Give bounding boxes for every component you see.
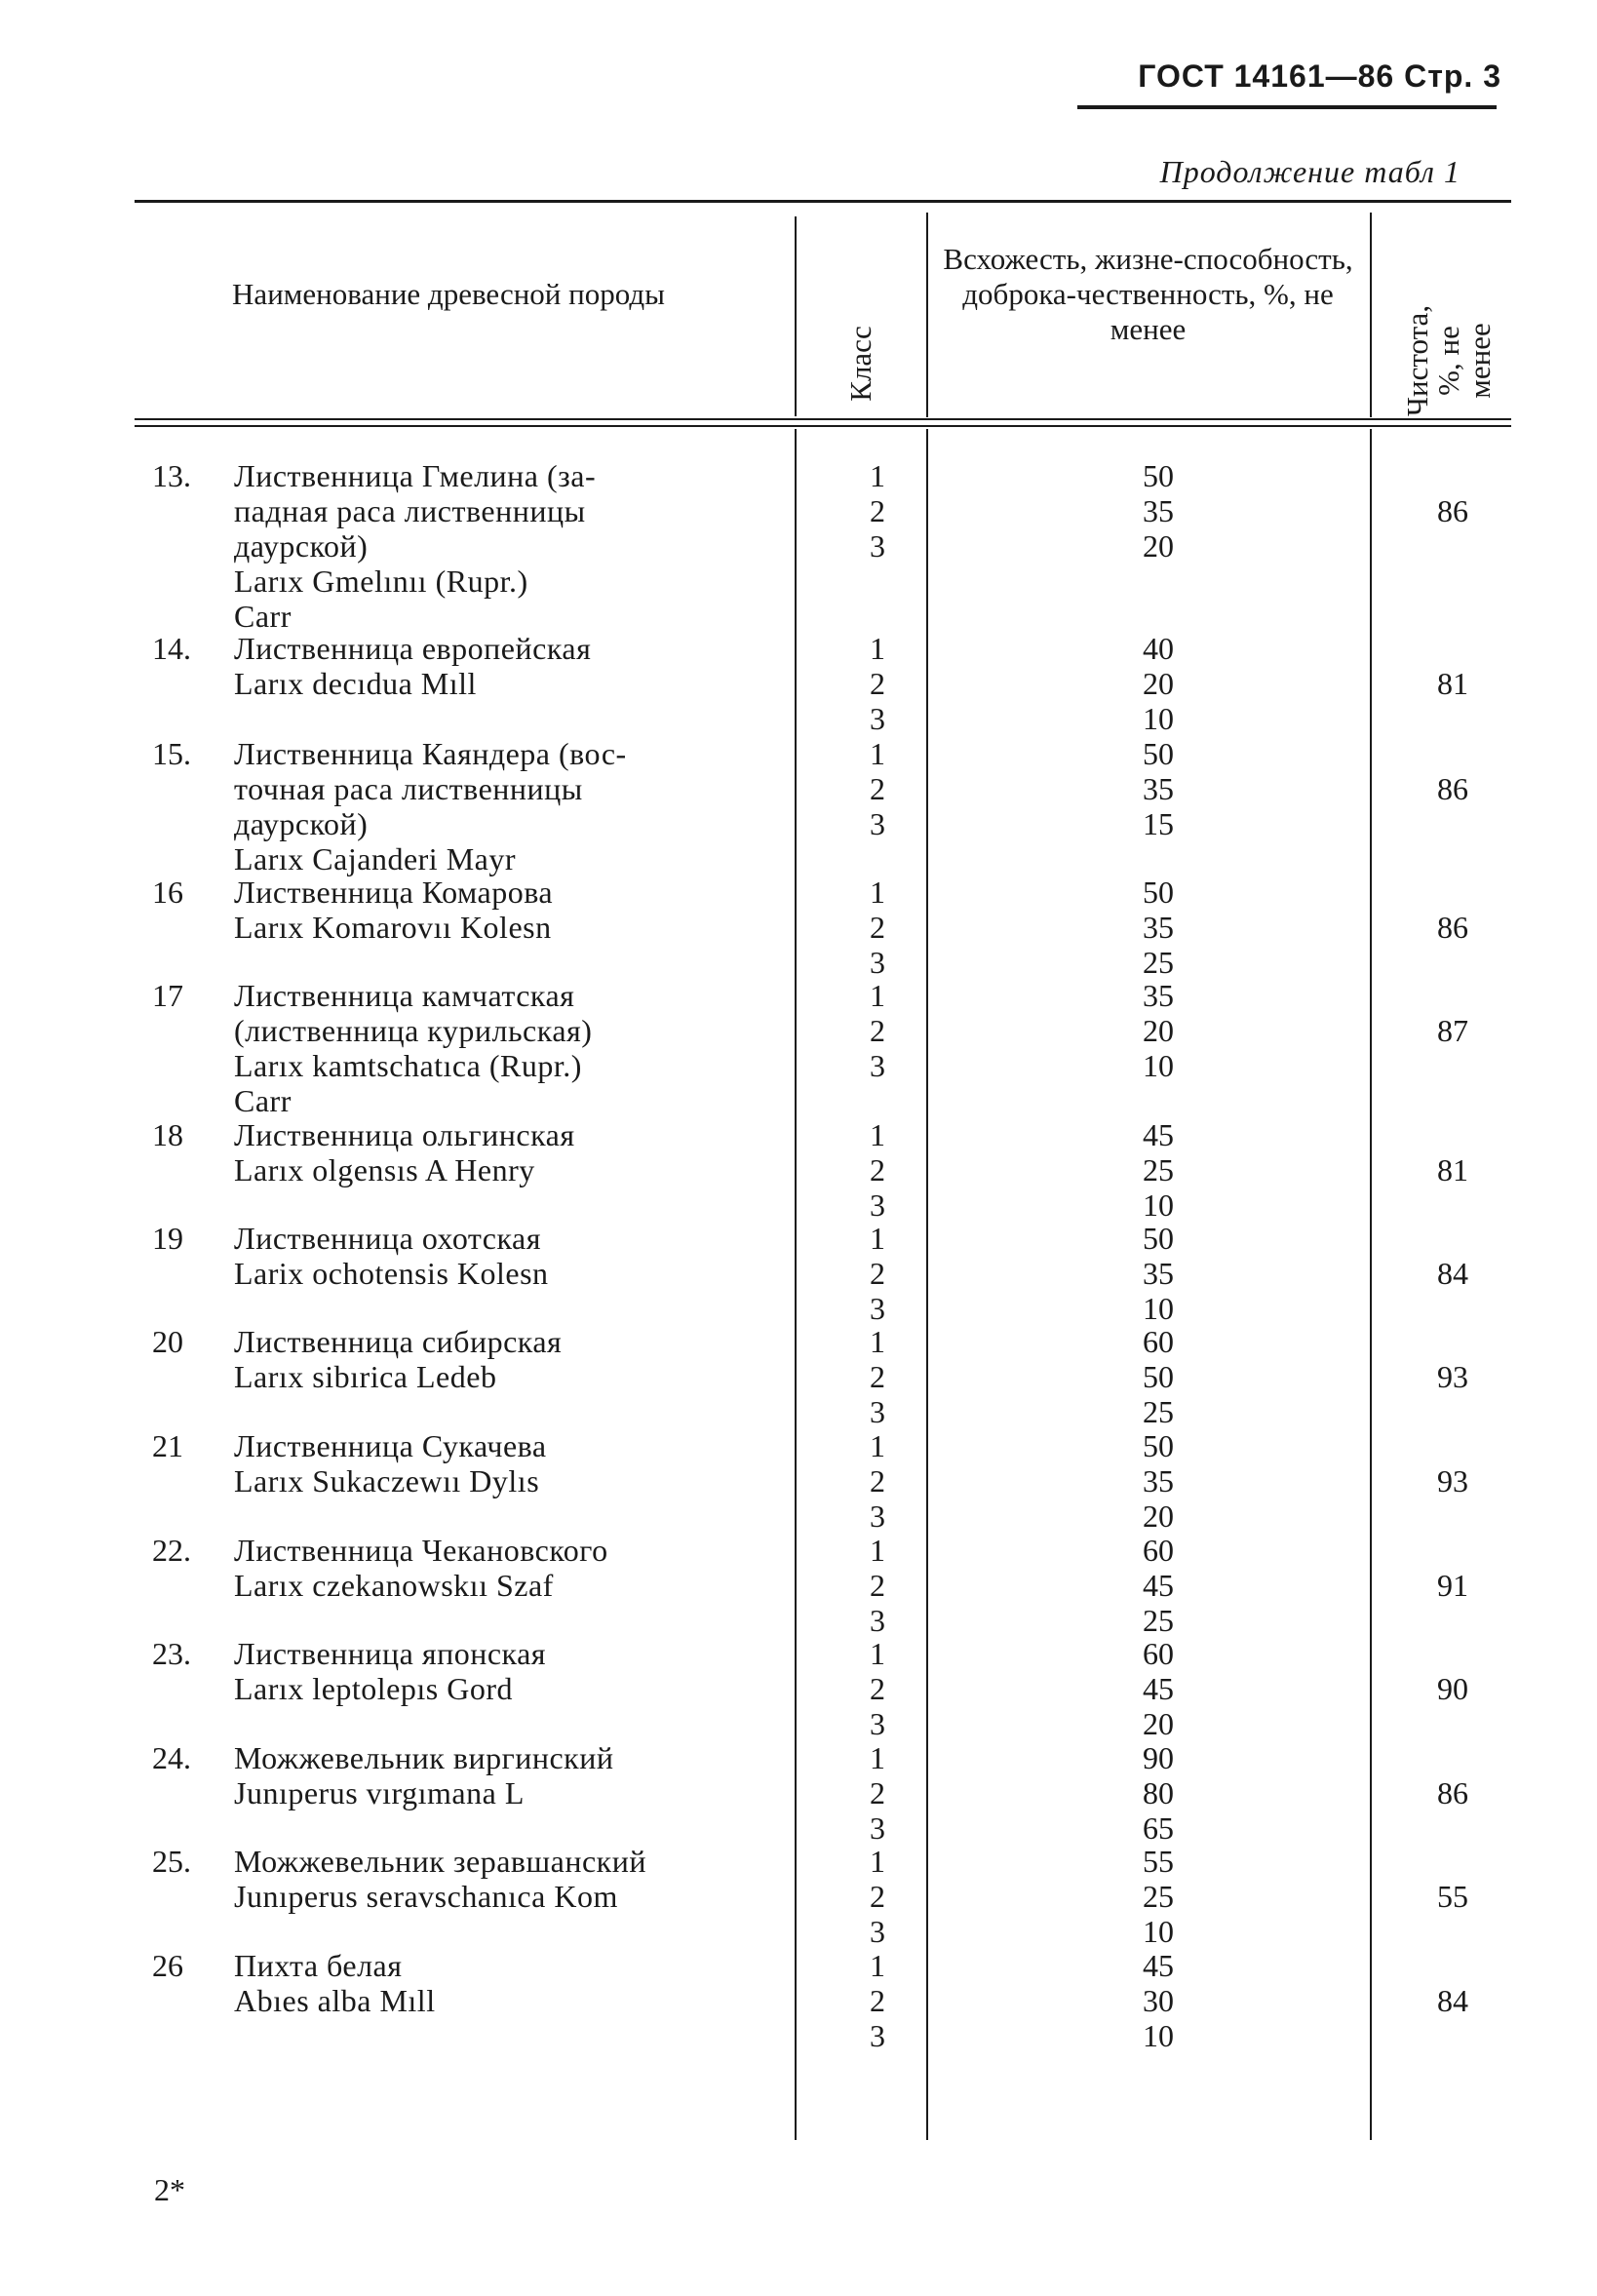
class-value: 3 bbox=[870, 945, 885, 980]
species-name-line: Лиственница сибирская bbox=[234, 1324, 563, 1359]
species-name-line: Можжевельник виргинский bbox=[234, 1740, 614, 1775]
germination-value: 35 bbox=[1143, 771, 1174, 806]
class-values bbox=[848, 458, 907, 564]
column-header-name: Наименование древесной породы bbox=[232, 277, 665, 311]
species-name-line: падная раса лиственницы bbox=[234, 493, 586, 528]
species-name-line: даурской) bbox=[234, 806, 369, 841]
species-name-line: точная раса лиственницы bbox=[234, 771, 583, 806]
species-name-line: Carr bbox=[234, 1083, 292, 1118]
species-name-line: Лиственница охотская bbox=[234, 1221, 541, 1256]
class-value: 1 bbox=[870, 1428, 885, 1463]
germination-values bbox=[1100, 1844, 1217, 1949]
column-header-class: Класс bbox=[843, 326, 877, 402]
class-values bbox=[848, 1740, 907, 1846]
species-name-line: Лиственница Каяндера (вос- bbox=[234, 736, 627, 771]
species-name-line: Larıx sibırica Ledeb bbox=[234, 1359, 497, 1394]
germination-value: 50 bbox=[1143, 1428, 1174, 1463]
germination-value: 50 bbox=[1143, 1221, 1174, 1256]
row-number: 13. bbox=[152, 458, 191, 493]
class-value: 2 bbox=[870, 1671, 885, 1706]
purity-value: 93 bbox=[1437, 1359, 1468, 1394]
species-name-line: Larıx Sukaczewıı Dylıs bbox=[234, 1463, 540, 1498]
germination-value: 10 bbox=[1143, 1914, 1174, 1949]
germination-values bbox=[1100, 1533, 1217, 1638]
class-value: 1 bbox=[870, 1636, 885, 1671]
row-number: 24. bbox=[152, 1740, 191, 1775]
class-value: 2 bbox=[870, 1463, 885, 1498]
germination-value: 60 bbox=[1143, 1533, 1174, 1568]
species-name-line: Larıx kamtschatıca (Rupr.) bbox=[234, 1048, 582, 1083]
germination-values bbox=[1100, 1324, 1217, 1429]
germination-value: 25 bbox=[1143, 1152, 1174, 1187]
germination-value: 50 bbox=[1143, 1359, 1174, 1394]
row-number: 19 bbox=[152, 1221, 183, 1256]
germination-value: 60 bbox=[1143, 1636, 1174, 1671]
class-value: 1 bbox=[870, 1324, 885, 1359]
species-name bbox=[234, 1740, 741, 1810]
purity-value: 91 bbox=[1437, 1568, 1468, 1603]
purity-value: 81 bbox=[1437, 666, 1468, 701]
species-name bbox=[234, 736, 741, 876]
species-name bbox=[234, 1221, 741, 1291]
species-name bbox=[234, 1948, 741, 2018]
purity-value: 86 bbox=[1437, 910, 1468, 945]
class-value: 1 bbox=[870, 1533, 885, 1568]
class-value: 3 bbox=[870, 1706, 885, 1741]
purity-value: 86 bbox=[1437, 771, 1468, 806]
row-number: 16 bbox=[152, 875, 183, 910]
germination-value: 45 bbox=[1143, 1117, 1174, 1152]
table-continuation-label: Продолжение табл 1 bbox=[1159, 154, 1461, 189]
row-number: 14. bbox=[152, 631, 191, 666]
purity-value: 86 bbox=[1437, 493, 1468, 528]
class-values bbox=[848, 736, 907, 841]
species-name-line: Пихта белая bbox=[234, 1948, 403, 1983]
germination-values bbox=[1100, 631, 1217, 736]
germination-value: 25 bbox=[1143, 945, 1174, 980]
purity-value: 93 bbox=[1437, 1463, 1468, 1498]
germination-value: 35 bbox=[1143, 978, 1174, 1013]
germination-value: 10 bbox=[1143, 1048, 1174, 1083]
species-name bbox=[234, 978, 741, 1118]
class-values bbox=[848, 875, 907, 980]
class-value: 2 bbox=[870, 1152, 885, 1187]
germination-values bbox=[1100, 875, 1217, 980]
germination-value: 25 bbox=[1143, 1603, 1174, 1638]
class-value: 3 bbox=[870, 1048, 885, 1083]
germination-value: 10 bbox=[1143, 1291, 1174, 1326]
class-value: 3 bbox=[870, 2018, 885, 2053]
class-values bbox=[848, 1533, 907, 1638]
species-name bbox=[234, 458, 741, 634]
species-name bbox=[234, 1844, 741, 1914]
species-name-line: Larıx decıdua Mıll bbox=[234, 666, 477, 701]
germination-value: 50 bbox=[1143, 458, 1174, 493]
signature-mark: 2* bbox=[154, 2172, 185, 2207]
species-name-line: Larıx Cajanderi Mayr bbox=[234, 841, 516, 876]
germination-value: 45 bbox=[1143, 1948, 1174, 1983]
germination-value: 25 bbox=[1143, 1394, 1174, 1429]
species-name-line: Лиственница Гмелина (за- bbox=[234, 458, 597, 493]
germination-value: 30 bbox=[1143, 1983, 1174, 2018]
class-value: 2 bbox=[870, 1568, 885, 1603]
germination-value: 50 bbox=[1143, 875, 1174, 910]
germination-values bbox=[1100, 978, 1217, 1083]
class-value: 1 bbox=[870, 458, 885, 493]
germination-value: 55 bbox=[1143, 1844, 1174, 1879]
class-value: 1 bbox=[870, 1844, 885, 1879]
germination-value: 20 bbox=[1143, 1498, 1174, 1534]
class-value: 2 bbox=[870, 910, 885, 945]
purity-value: 90 bbox=[1437, 1671, 1468, 1706]
species-name-line: даурской) bbox=[234, 528, 369, 564]
species-name bbox=[234, 1428, 741, 1498]
species-name-line: Лиственница ольгинская bbox=[234, 1117, 575, 1152]
class-values bbox=[848, 978, 907, 1083]
class-value: 3 bbox=[870, 528, 885, 564]
class-values bbox=[848, 631, 907, 736]
row-number: 18 bbox=[152, 1117, 183, 1152]
class-value: 1 bbox=[870, 1740, 885, 1775]
species-name bbox=[234, 875, 741, 945]
germination-value: 10 bbox=[1143, 1187, 1174, 1223]
class-value: 3 bbox=[870, 1291, 885, 1326]
row-number: 22. bbox=[152, 1533, 191, 1568]
germination-value: 35 bbox=[1143, 1256, 1174, 1291]
species-name-line: Abıes alba Mıll bbox=[234, 1983, 436, 2018]
germination-values bbox=[1100, 1948, 1217, 2053]
species-name-line: Лиственница Комарова bbox=[234, 875, 554, 910]
class-values bbox=[848, 1221, 907, 1326]
purity-value: 81 bbox=[1437, 1152, 1468, 1187]
class-value: 1 bbox=[870, 1948, 885, 1983]
class-values bbox=[848, 1844, 907, 1949]
column-header-purity: Чистота, %, не менее bbox=[1400, 304, 1497, 417]
species-name-line: Лиственница Сукачева bbox=[234, 1428, 547, 1463]
germination-value: 20 bbox=[1143, 666, 1174, 701]
species-name-line: Carr bbox=[234, 599, 292, 634]
species-name-line: Можжевельник зеравшанский bbox=[234, 1844, 646, 1879]
class-value: 1 bbox=[870, 736, 885, 771]
class-value: 3 bbox=[870, 701, 885, 736]
class-value: 1 bbox=[870, 875, 885, 910]
germination-value: 80 bbox=[1143, 1775, 1174, 1810]
class-value: 3 bbox=[870, 1187, 885, 1223]
class-value: 3 bbox=[870, 1394, 885, 1429]
class-value: 1 bbox=[870, 1221, 885, 1256]
class-values bbox=[848, 1428, 907, 1534]
germination-value: 60 bbox=[1143, 1324, 1174, 1359]
species-name-line: Лиственница японская bbox=[234, 1636, 546, 1671]
germination-value: 45 bbox=[1143, 1568, 1174, 1603]
germination-values bbox=[1100, 458, 1217, 564]
germination-value: 20 bbox=[1143, 528, 1174, 564]
species-name-line: Лиственница камчатская bbox=[234, 978, 575, 1013]
germination-value: 20 bbox=[1143, 1013, 1174, 1048]
germination-value: 25 bbox=[1143, 1879, 1174, 1914]
purity-value: 55 bbox=[1437, 1879, 1468, 1914]
species-name-line: Larıx leptolepıs Gord bbox=[234, 1671, 513, 1706]
germination-value: 35 bbox=[1143, 493, 1174, 528]
species-name-line: (лиственница курильская) bbox=[234, 1013, 593, 1048]
germination-values bbox=[1100, 1117, 1217, 1223]
species-name-line: Junıperus vırgımana L bbox=[234, 1775, 525, 1810]
germination-value: 90 bbox=[1143, 1740, 1174, 1775]
germination-value: 20 bbox=[1143, 1706, 1174, 1741]
species-name-line: Junıperus seravschanıca Kom bbox=[234, 1879, 618, 1914]
germination-value: 45 bbox=[1143, 1671, 1174, 1706]
row-number: 17 bbox=[152, 978, 183, 1013]
row-number: 15. bbox=[152, 736, 191, 771]
class-values bbox=[848, 1117, 907, 1223]
class-value: 2 bbox=[870, 1879, 885, 1914]
column-header-germination: Всхожесть, жизне-способность, доброка-чественность, %, не менее bbox=[943, 242, 1353, 346]
class-value: 2 bbox=[870, 666, 885, 701]
class-value: 1 bbox=[870, 978, 885, 1013]
class-value: 2 bbox=[870, 1983, 885, 2018]
class-value: 2 bbox=[870, 1256, 885, 1291]
class-value: 1 bbox=[870, 631, 885, 666]
germination-value: 35 bbox=[1143, 910, 1174, 945]
class-value: 3 bbox=[870, 806, 885, 841]
class-value: 2 bbox=[870, 1775, 885, 1810]
class-value: 3 bbox=[870, 1914, 885, 1949]
germination-values bbox=[1100, 1428, 1217, 1534]
species-name bbox=[234, 1324, 741, 1394]
purity-value: 84 bbox=[1437, 1983, 1468, 2018]
class-value: 3 bbox=[870, 1603, 885, 1638]
germination-value: 10 bbox=[1143, 701, 1174, 736]
class-values bbox=[848, 1948, 907, 2053]
row-number: 21 bbox=[152, 1428, 183, 1463]
germination-value: 15 bbox=[1143, 806, 1174, 841]
germination-value: 10 bbox=[1143, 2018, 1174, 2053]
germination-value: 40 bbox=[1143, 631, 1174, 666]
class-value: 2 bbox=[870, 1013, 885, 1048]
species-name-line: Larıx czekanowskıı Szaf bbox=[234, 1568, 554, 1603]
purity-value: 87 bbox=[1437, 1013, 1468, 1048]
species-name-line: Larıx Gmelınıı (Rupr.) bbox=[234, 564, 528, 599]
species-name-line: Лиственница Чекановского bbox=[234, 1533, 608, 1568]
class-value: 1 bbox=[870, 1117, 885, 1152]
row-number: 20 bbox=[152, 1324, 183, 1359]
standard-page-label: ГОСТ 14161—86 Стр. 3 bbox=[1138, 58, 1501, 94]
species-name bbox=[234, 1117, 741, 1187]
class-value: 2 bbox=[870, 1359, 885, 1394]
species-name-line: Larıx olgensıs A Henry bbox=[234, 1152, 535, 1187]
class-value: 2 bbox=[870, 771, 885, 806]
germination-values bbox=[1100, 1740, 1217, 1846]
class-values bbox=[848, 1636, 907, 1741]
germination-values bbox=[1100, 1221, 1217, 1326]
germination-values bbox=[1100, 736, 1217, 841]
purity-value: 84 bbox=[1437, 1256, 1468, 1291]
species-name bbox=[234, 1533, 741, 1603]
species-name-line: Larix ochotensis Kolesn bbox=[234, 1256, 549, 1291]
row-number: 23. bbox=[152, 1636, 191, 1671]
class-value: 2 bbox=[870, 493, 885, 528]
germination-value: 50 bbox=[1143, 736, 1174, 771]
germination-value: 65 bbox=[1143, 1810, 1174, 1846]
species-name bbox=[234, 631, 741, 701]
species-name bbox=[234, 1636, 741, 1706]
germination-values bbox=[1100, 1636, 1217, 1741]
species-name-line: Larıx Komarovıı Kolesn bbox=[234, 910, 552, 945]
class-values bbox=[848, 1324, 907, 1429]
row-number: 26 bbox=[152, 1948, 183, 1983]
germination-value: 35 bbox=[1143, 1463, 1174, 1498]
purity-value: 86 bbox=[1437, 1775, 1468, 1810]
class-value: 3 bbox=[870, 1498, 885, 1534]
row-number: 25. bbox=[152, 1844, 191, 1879]
species-name-line: Лиственница европейская bbox=[234, 631, 592, 666]
class-value: 3 bbox=[870, 1810, 885, 1846]
